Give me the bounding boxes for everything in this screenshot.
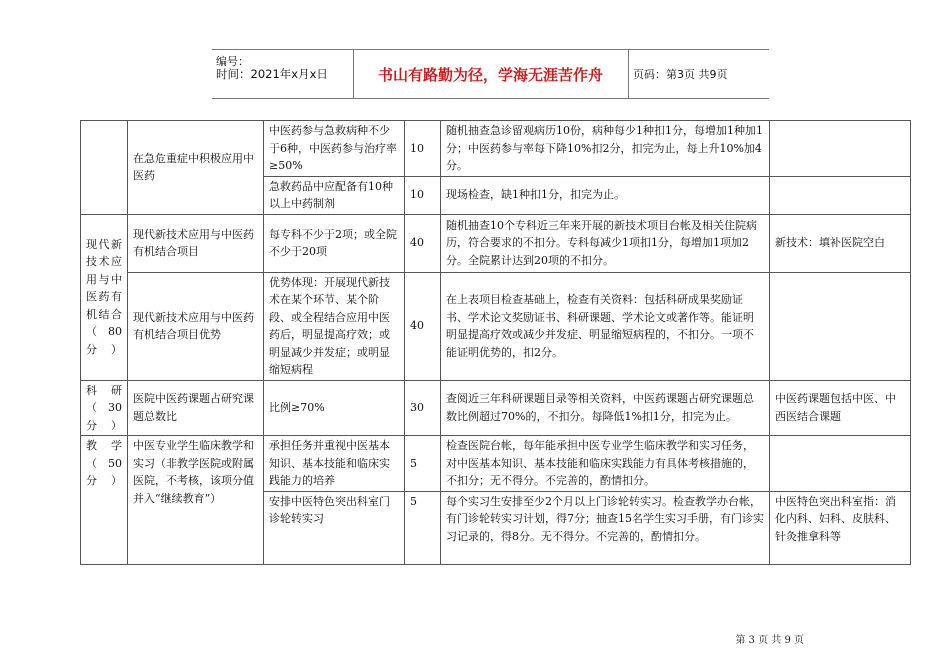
points-cell: 40 — [405, 272, 441, 380]
table-row — [81, 272, 911, 380]
method-cell: 随机抽查急诊留观病历10份，病种每少1种扣1分，每增加1种加1分；中医药参与率每下降10%扣2分，扣完为止，每上升10%加4分。 — [441, 121, 770, 177]
note-cell — [770, 272, 911, 380]
method-cell: 查阅近三年科研课题目录等相关资料，中医药课题占研究课题总数比例超过70%的，不扣分。每降低1%扣1分，扣完为止。 — [441, 380, 770, 436]
method-cell: 检查医院台帐，每年能承担中医专业学生临床教学和实习任务，对中医基本知识、基本技能和临床实践能力有具体考核措施的，不扣分；无不得分。不完善的，酌情扣分。 — [441, 436, 770, 492]
points-cell: 5 — [405, 491, 441, 564]
item-cell: 现代新技术应用与中医药有机结合项目优势 — [128, 272, 264, 380]
table-row — [81, 436, 911, 492]
time-label: 时间：2021年x月x日 — [216, 67, 328, 81]
page-footer: 第 3 页 共 9 页 — [735, 635, 804, 646]
method-cell: 在上表项目检查基础上，检查有关资料：包括科研成果奖励证书、学术论文奖励证书、科研课题、学术论文或著作等。能证明明显提高疗效或减少并发症、明显缩短病程的，不扣分。一项不能证明优势的，扣2分。 — [441, 272, 770, 380]
points-cell: 10 — [405, 176, 441, 214]
standard-cell: 优势体现：开展现代新技术在某个环节、某个阶段、或全程结合应用中医药后，明显提高疗效；或明显减少并发症；或明显缩短病程 — [264, 272, 405, 380]
points-cell: 5 — [405, 436, 441, 492]
header-motto-cell — [353, 50, 629, 98]
section-cell: 现代新技术应用与中医药有机结合（80分） — [81, 214, 128, 380]
note-cell: 中医药课题包括中医、中西医结合课题 — [770, 380, 911, 436]
table-row — [81, 121, 911, 177]
table-row — [81, 214, 911, 272]
section-cell — [81, 121, 128, 215]
method-cell: 每个实习生安排至少2个月以上门诊轮转实习。检查教学办台帐，有门诊轮转实习计划，得7分；抽查15名学生实习手册，有门诊实习记录的，得8分。无不得分。不完善的，酌情扣分。 — [441, 491, 770, 564]
standard-cell: 中医药参与急救病种不少于6种，中医药参与治疗率≥50% — [264, 121, 405, 177]
header-page-cell — [628, 50, 769, 98]
note-cell: 中医特色突出科室指：消化内科、妇科、皮肤科、针灸推拿科等 — [770, 491, 911, 564]
header-info-cell — [212, 50, 354, 98]
section-cell: 教学（50分） — [81, 436, 128, 565]
standard-cell: 比例≥70% — [264, 380, 405, 436]
points-cell: 30 — [405, 380, 441, 436]
note-cell — [770, 176, 911, 214]
number-label: 编号： — [216, 55, 249, 68]
points-cell: 10 — [405, 121, 441, 177]
method-cell: 随机抽查10个专科近三年来开展的新技术项目台帐及相关住院病历，符合要求的不扣分。专科每减少1项扣1分，每增加1项加2分。全院累计达到20项的不扣分。 — [441, 214, 770, 272]
page-count-label: 页码：第3页 共9页 — [633, 68, 728, 81]
motto-text: 书山有路勤为径，学海无涯苦作舟 — [377, 66, 603, 84]
page-header — [212, 49, 769, 99]
method-cell: 现场检查，缺1种扣1分，扣完为止。 — [441, 176, 770, 214]
table-row — [81, 380, 911, 436]
section-cell: 科研（30分） — [81, 380, 128, 436]
standard-cell: 承担任务并重视中医基本知识、基本技能和临床实践能力的培养 — [264, 436, 405, 492]
note-cell: 新技术：填补医院空白 — [770, 214, 911, 272]
points-cell: 40 — [405, 214, 441, 272]
standard-cell: 急救药品中应配备有10种以上中药制剂 — [264, 176, 405, 214]
item-cell: 现代新技术应用与中医药有机结合项目 — [128, 214, 264, 272]
note-cell — [770, 121, 911, 177]
item-cell: 在急危重症中积极应用中医药 — [128, 121, 264, 215]
standard-cell: 安排中医特色突出科室门诊轮转实习 — [264, 491, 405, 564]
evaluation-table — [80, 120, 911, 565]
standard-cell: 每专科不少于2项；或全院不少于20项 — [264, 214, 405, 272]
item-cell: 中医专业学生临床教学和实习（非教学医院或附属医院，不考核，该项分值并入“继续教育”） — [128, 436, 264, 565]
item-cell: 医院中医药课题占研究课题总数比 — [128, 380, 264, 436]
note-cell — [770, 436, 911, 492]
